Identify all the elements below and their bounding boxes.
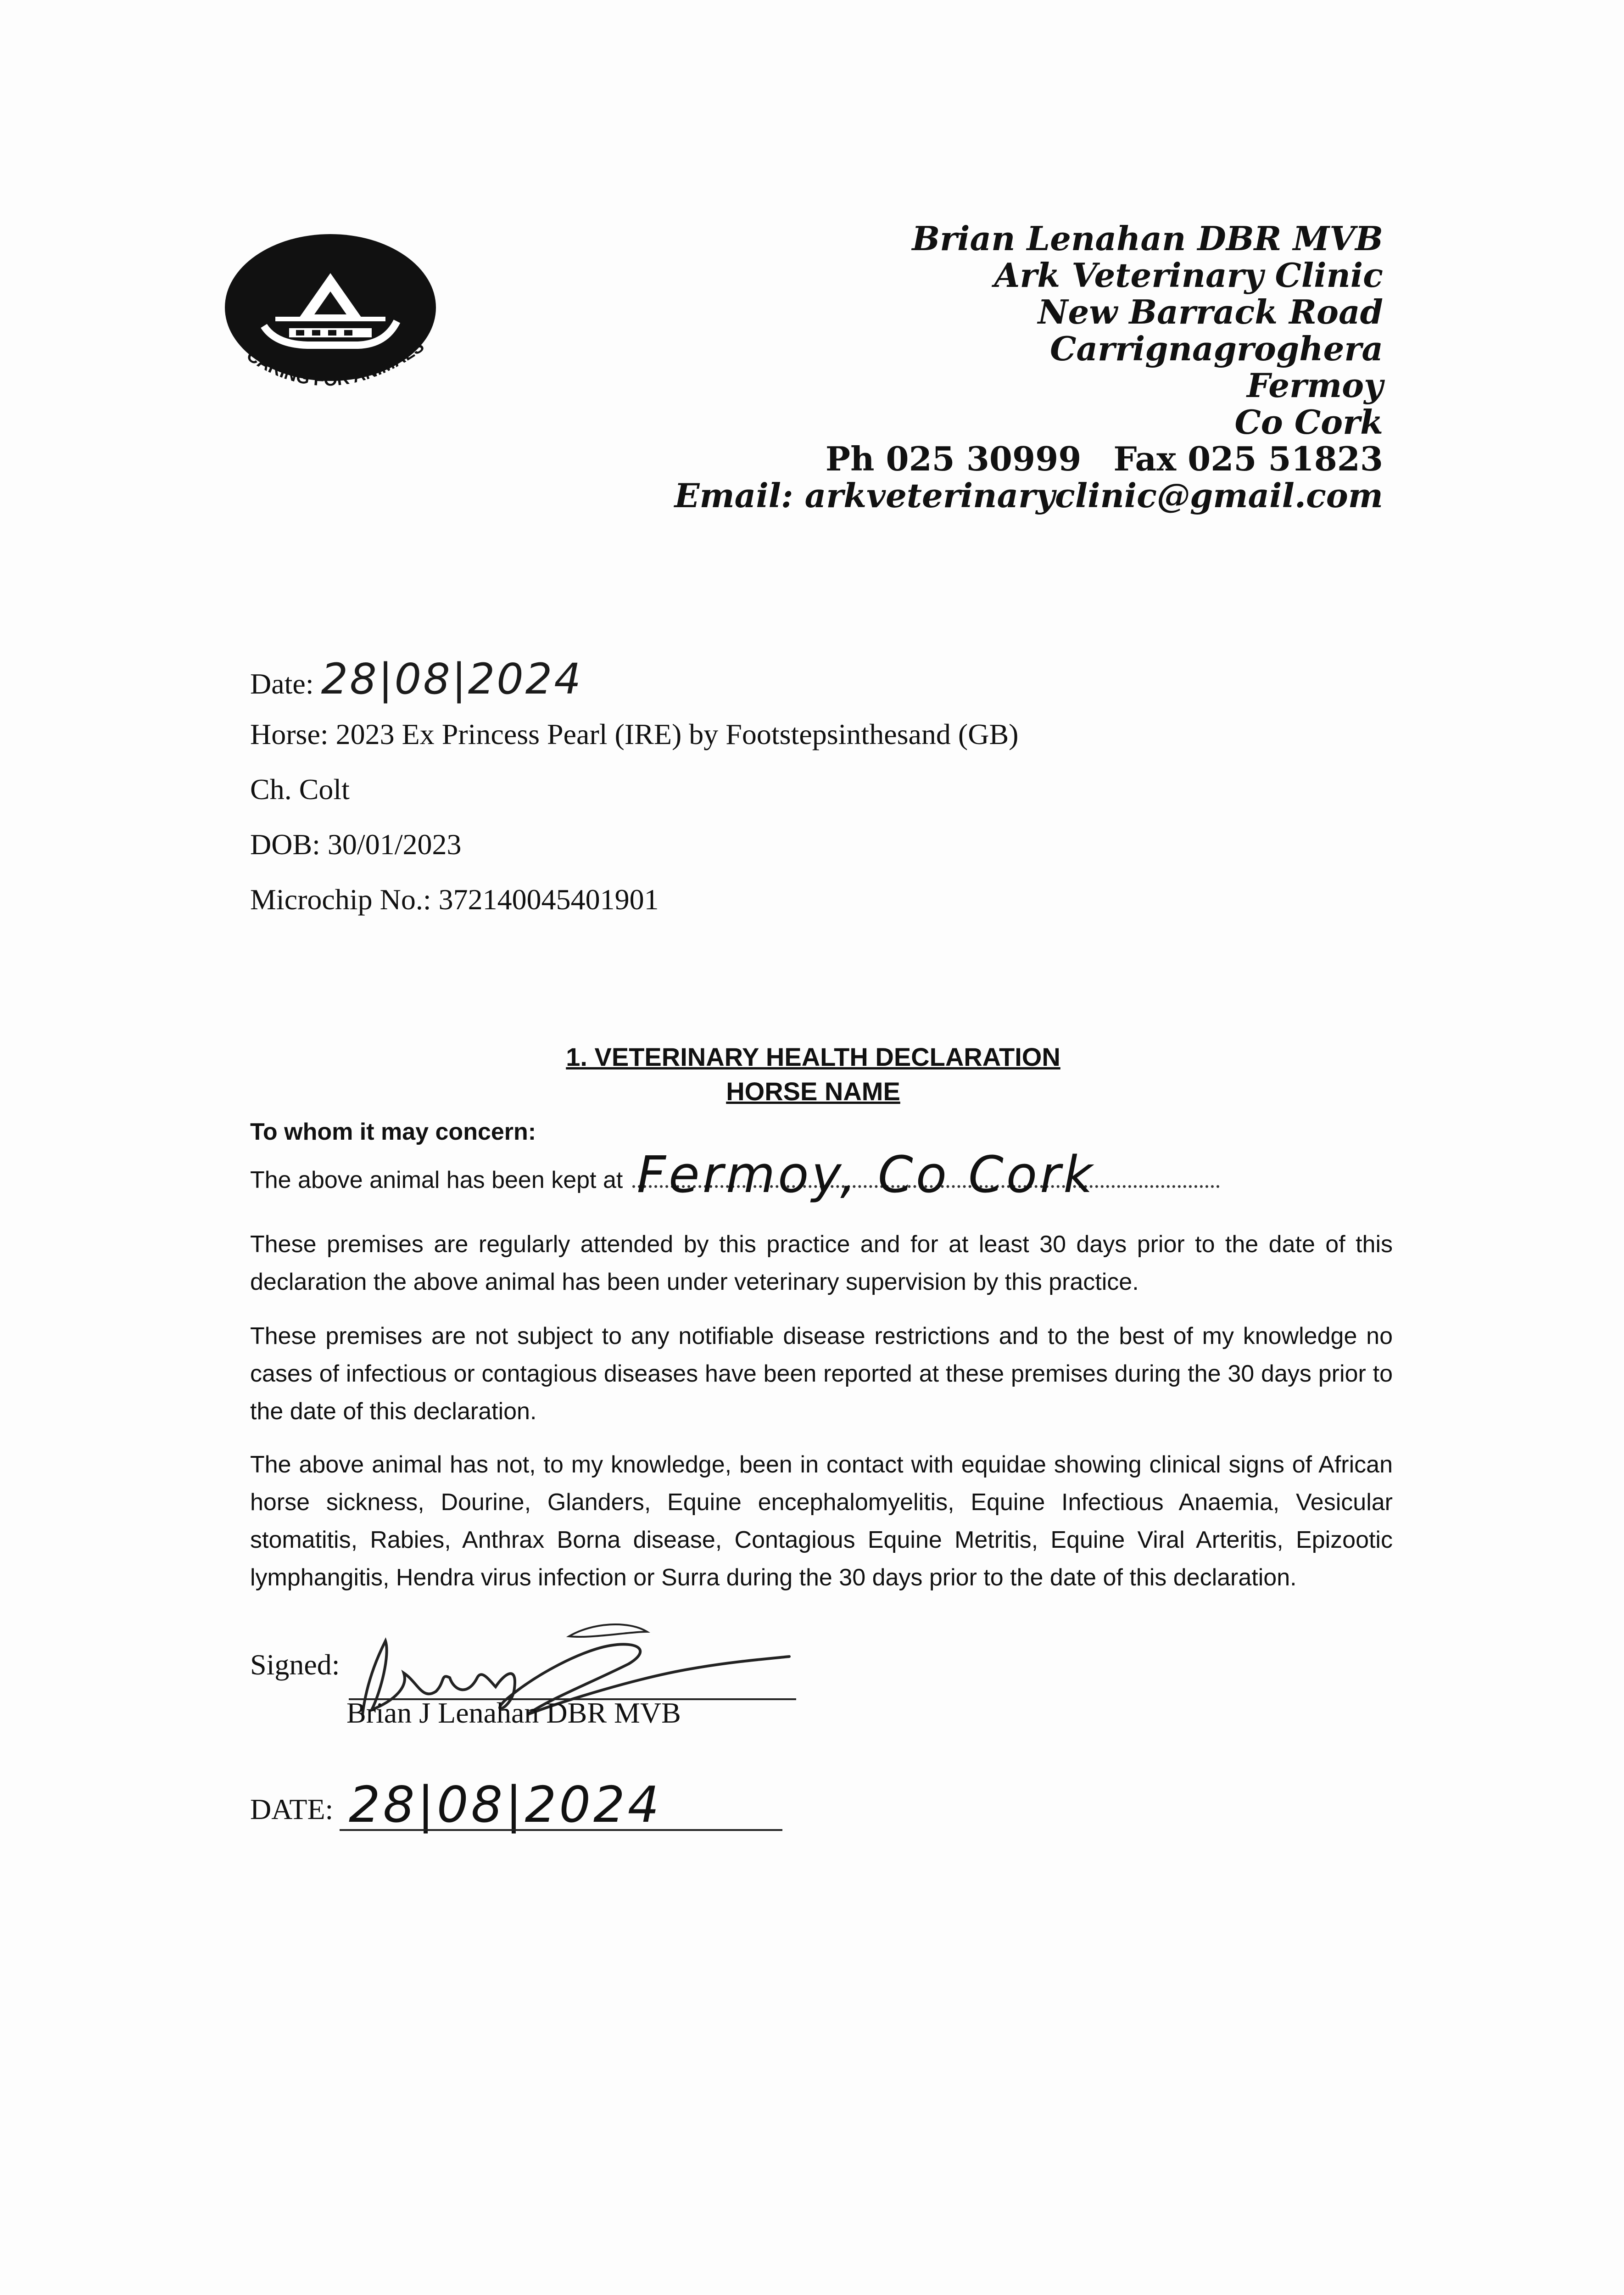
- sex-line: Ch. Colt: [250, 773, 350, 806]
- horse-line: Horse: 2023 Ex Princess Pearl (IRE) by Footstepsinthesand (GB): [250, 718, 1019, 750]
- kept-at-line: [250, 1145, 1393, 1204]
- letterhead: [675, 220, 1383, 514]
- horse-details: [250, 652, 1018, 927]
- paragraph-supervision: These premises are regularly attended by this practice and for at least 30 days prior to the date of this declaration the above animal has been under veterinary supervision by this practice.: [250, 1231, 1393, 1295]
- kept-at-handwritten: Fermoy, Co Cork: [636, 1145, 1095, 1204]
- contact-numbers: [675, 441, 1383, 477]
- signatory-name: Brian J Lenahan DBR MVB: [346, 1696, 681, 1729]
- address-town: Fermoy: [1247, 366, 1383, 405]
- date-row: [250, 652, 1018, 707]
- declaration-subtitle: HORSE NAME: [726, 1077, 900, 1106]
- vet-name: Brian Lenahan DBR MVB: [912, 219, 1383, 258]
- address-street: New Barrack Road: [1038, 292, 1383, 331]
- logo-tagline: CARING FOR ANIMALS: [243, 336, 428, 390]
- signed-label: Signed:: [250, 1648, 340, 1681]
- signature-date-label: DATE:: [250, 1793, 334, 1825]
- declaration-title: 1. VETERINARY HEALTH DECLARATION: [566, 1042, 1060, 1071]
- dob-line: DOB: 30/01/2023: [250, 828, 462, 861]
- kept-at-field: [632, 1145, 1220, 1204]
- phone-number: Ph 025 30999: [825, 439, 1082, 478]
- signature-date-handwritten: 28|08|2024: [349, 1776, 662, 1834]
- address-area: Carrignagroghera: [1050, 329, 1383, 368]
- date-label: Date:: [250, 667, 314, 700]
- microchip-line: Microchip No.: 372140045401901: [250, 883, 659, 916]
- clinic-name: Ark Veterinary Clinic: [994, 256, 1383, 295]
- clinic-logo: [220, 230, 450, 422]
- kept-at-label: The above animal has been kept at: [250, 1167, 623, 1193]
- fax-number: Fax 025 51823: [1113, 439, 1383, 478]
- email-address: Email: arkveterinaryclinic@gmail.com: [674, 476, 1383, 515]
- date-handwritten: 28|08|2024: [321, 655, 583, 704]
- paragraph-contact: The above animal has not, to my knowledge, been in contact with equidae showing clinical signs of African horse sickness, Dourine, Glanders, Equine encephalomyelitis, Equine Infectious Anaemia, Vesicular stomatitis, Rabies, Anthrax Borna disease, Contagious Equine Metritis, Equine Viral Arteritis, Epizootic lymphangitis, Hendra virus infection or Surra during the 30 days prior to the date of this declaration.: [250, 1451, 1393, 1591]
- paragraph-restrictions: These premises are not subject to any notifiable disease restrictions and to the best of my knowledge no cases of infectious or contagious diseases have been reported at these premises during the 30 days prior to the date of this declaration.: [250, 1323, 1393, 1425]
- salutation: To whom it may concern:: [250, 1119, 536, 1145]
- address-county: Co Cork: [1234, 403, 1383, 442]
- signature-date-line: [340, 1829, 782, 1831]
